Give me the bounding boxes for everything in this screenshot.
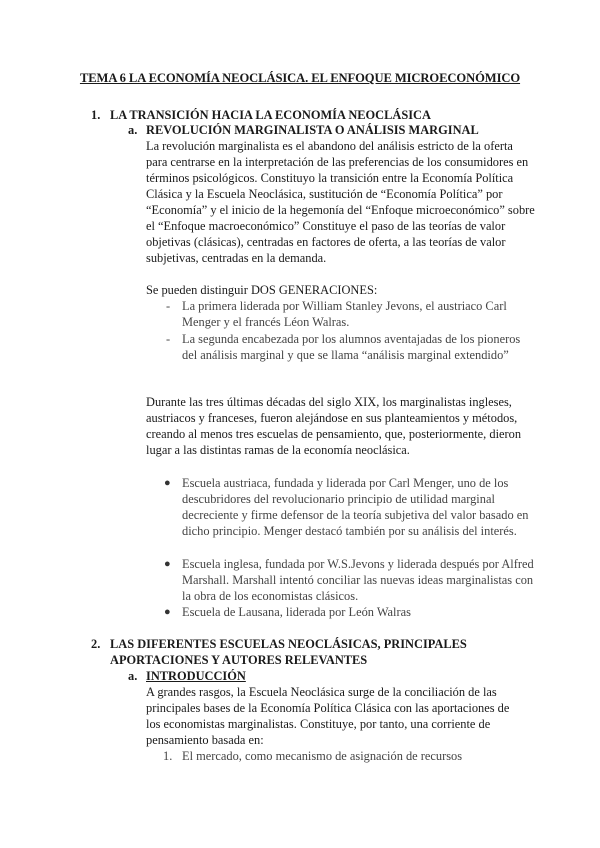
document-title: TEMA 6 LA ECONOMÍA NEOCLÁSICA. EL ENFOQUE MICROECONÓMICO [79, 71, 521, 85]
subsection-2a-letter: a. [128, 669, 138, 683]
paragraph-tres-escuelas: Durante las tres últimas décadas del siglo XIX, los marginalistas ingleses, austriacos y franceses, fueron alejándose en sus planteamientos y métodos, creando al menos tres escuelas de pensamiento, que, posteriormente, dieron lugar a las distintas ramas de la economía neoclásica. [146, 395, 522, 457]
generation-item-1: La primera liderada por William Stanley Jevons, el austriaco Carl Menger y el francés Léon Walras. [182, 299, 507, 329]
paragraph-revolucion: La revolución marginalista es el abandono del análisis estricto de la oferta para centrarse en la interpretación de las preferencias de los consumidores en términos psicológicos. Constituyo la transición entre la Economía Política Clásica y la Escuela Neoclásica, sustitución de “Economía Política” por “Economía” y el inicio de la hegemonía del “Enfoque microeconómico” sobre el “Enfoque macroeconómico” Constituye el paso de las teorías de valor objetivas (clásicas), centradas en factores de oferta, a las teorías de valor subjetivas, centradas en la demanda. [146, 139, 535, 265]
school-item-lausana: Escuela de Lausana, liderada por León Walras [182, 605, 411, 619]
section-1-heading: LA TRANSICIÓN HACIA LA ECONOMÍA NEOCLÁSICA [110, 108, 431, 122]
subsection-1a-letter: a. [128, 123, 138, 137]
school-item-inglesa: Escuela inglesa, fundada por W.S.Jevons y liderada después por Alfred Marshall. Marshall intentó conciliar las nuevas ideas marginalistas con la obra de los economistas clásicos. [182, 557, 534, 603]
paragraph-introduccion: A grandes rasgos, la Escuela Neoclásica surge de la conciliación de las principales bases de la Economía Política Clásica con las aportaciones de los economistas marginalistas. Constituye, por tanto, una corriente de pensamiento basada en: [146, 685, 510, 747]
section-2-heading: LAS DIFERENTES ESCUELAS NEOCLÁSICAS, PRINCIPALES APORTACIONES Y AUTORES RELEVANTES [110, 637, 467, 667]
ordered-list-marker: 1. [163, 749, 173, 763]
bullet-icon: ● [164, 606, 171, 618]
ordered-list-item: El mercado, como mecanismo de asignación de recursos [182, 749, 463, 763]
section-2-number: 2. [91, 637, 101, 651]
school-item-austriaca: Escuela austriaca, fundada y liderada por Carl Menger, uno de los descubridores del revolucionario principio de utilidad marginal decreciente y firme defensor de la teoría subjetiva del valor basado en dicho principio. Menger destacó también por su análisis del interés. [182, 476, 529, 538]
section-1-number: 1. [91, 108, 101, 122]
dash-marker: - [166, 299, 171, 313]
bullet-icon: ● [164, 477, 171, 489]
generations-intro: Se pueden distinguir DOS GENERACIONES: [146, 283, 378, 297]
dash-marker: - [166, 332, 171, 346]
generation-item-2: La segunda encabezada por los alumnos aventajadas de los pioneros del análisis marginal y que se llama “análisis marginal extendido” [182, 332, 521, 362]
subsection-2a-heading: INTRODUCCIÓN [146, 669, 246, 683]
subsection-1a-heading: REVOLUCIÓN MARGINALISTA O ANÁLISIS MARGINAL [146, 123, 479, 137]
bullet-icon: ● [164, 558, 171, 570]
